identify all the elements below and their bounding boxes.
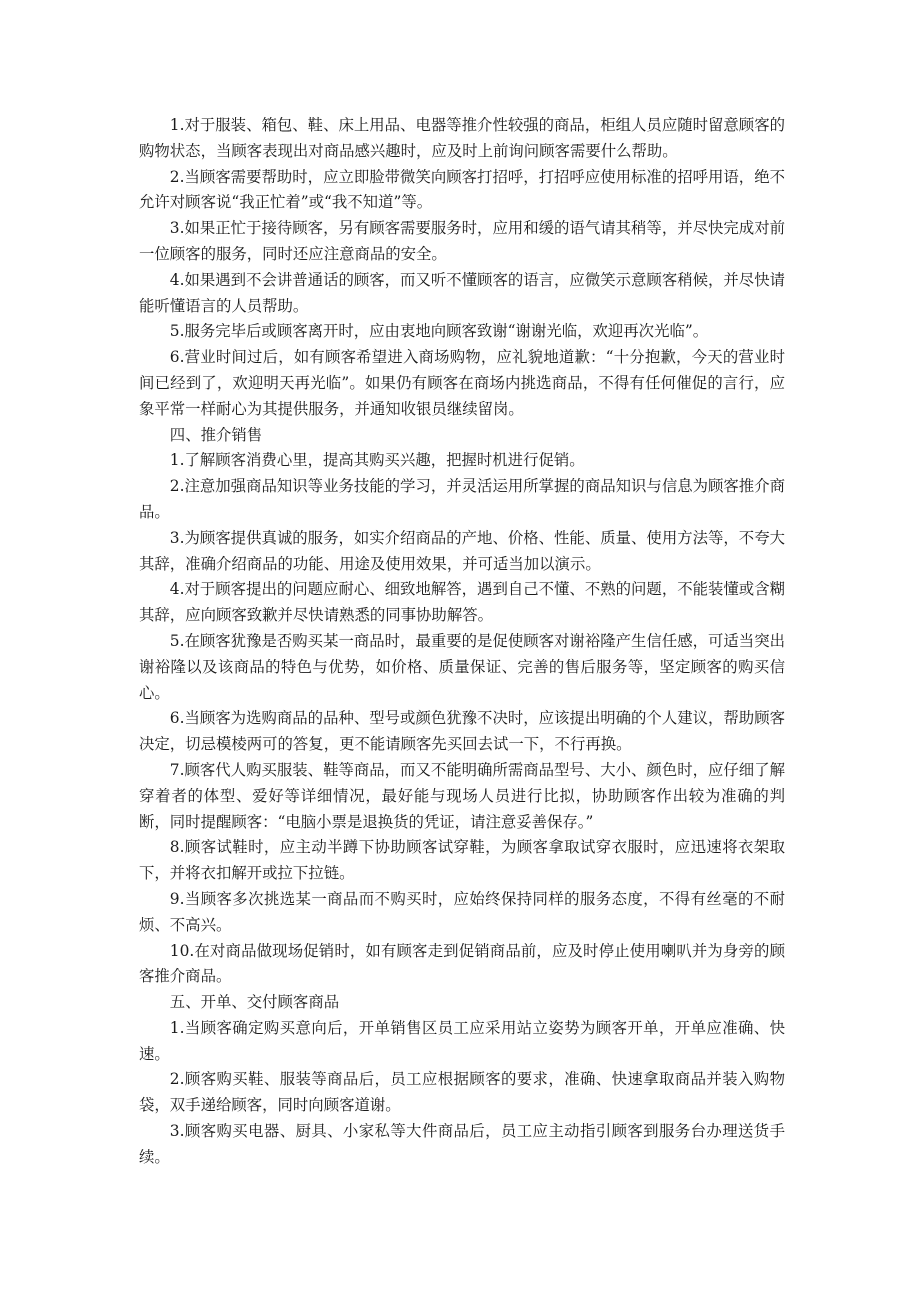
paragraph-s4-1: 1.了解顾客消费心里，提高其购买兴趣，把握时机进行促销。 [169,451,585,470]
paragraph-s5-3: 3.顾客购买电器、厨具、小家私等大件商品后，员工应主动指引顾客到服务台办理送货手续。 [139,1122,785,1166]
paragraph-s3-3: 3.如果正忙于接待顾客，另有顾客需要服务时，应用和缓的语气请其稍等，并尽快完成对前一位顾客的服务，同时还应注意商品的安全。 [139,219,785,263]
paragraph-s3-4: 4.如果遇到不会讲普通话的顾客，而又听不懂顾客的语言，应微笑示意顾客稍候，并尽快请能听懂语言的人员帮助。 [139,270,785,315]
paragraph-s4-9: 9.当顾客多次挑选某一商品而不购买时，应始终保持同样的服务态度，不得有丝毫的不耐烦、不高兴。 [139,889,785,934]
paragraph-s3-5: 5.服务完毕后或顾客离开时，应由衷地向顾客致谢“谢谢光临，欢迎再次光临”。 [169,322,709,341]
section-heading-5: 五、开单、交付顾客商品 [169,993,340,1012]
paragraph-s4-7: 7.顾客代人购买服装、鞋等商品，而又不能明确所需商品型号、大小、颜色时，应仔细了解穿着者的体型、爱好等详细情况，最好能与现场人员进行比拟，协助顾客作出较为准确的判断，同时提醒顾客：“电脑小票是退换货的凭证，请注意妥善保存。” [139,760,785,831]
paragraph-s5-1: 1.当顾客确定购买意向后，开单销售区员工应采用站立姿势为顾客开单，开单应准确、快速。 [139,1018,785,1063]
paragraph-s4-6: 6.当顾客为选购商品的品种、型号或颜色犹豫不决时，应该提出明确的个人建议，帮助顾客决定，切忌模棱两可的答复，更不能请顾客先买回去试一下，不行再换。 [139,709,785,754]
paragraph-s3-6: 6.营业时间过后，如有顾客希望进入商场购物，应礼貌地道歉：“十分抱歉，今天的营业时间已经到了，欢迎明天再光临”。如果仍有顾客在商场内挑选商品，不得有任何催促的言行，应象平常一样耐心为其提供服务，并通知收银员继续留岗。 [139,348,785,418]
paragraph-s4-3: 3.为顾客提供真诚的服务，如实介绍商品的产地、价格、性能、质量、使用方法等，不夸大其辞，准确介绍商品的功能、用途及使用效果，并可适当加以演示。 [139,528,785,573]
paragraph-s3-2: 2.当顾客需要帮助时，应立即脸带微笑向顾客打招呼，打招呼应使用标准的招呼用语，绝不允许对顾客说“我正忙着”或“我不知道”等。 [139,167,785,212]
paragraph-s4-4: 4.对于顾客提出的问题应耐心、细致地解答，遇到自己不懂、不熟的问题，不能装懂或含糊其辞，应向顾客致歉并尽快请熟悉的同事协助解答。 [139,580,785,625]
paragraph-s3-1: 1.对于服装、箱包、鞋、床上用品、电器等推介性较强的商品，柜组人员应随时留意顾客的购物状态，当顾客表现出对商品感兴趣时，应及时上前询问顾客需要什么帮助。 [139,116,785,160]
section-heading-4: 四、推介销售 [169,425,263,444]
paragraph-s5-2: 2.顾客购买鞋、服装等商品后，员工应根据顾客的要求，准确、快速拿取商品并装入购物袋，双手递给顾客，同时向顾客道谢。 [139,1070,785,1115]
document-page [139,113,785,1171]
paragraph-s4-5: 5.在顾客犹豫是否购买某一商品时，最重要的是促使顾客对谢裕隆产生信任感，可适当突出谢裕隆以及该商品的特色与优势，如价格、质量保证、完善的售后服务等，坚定顾客的购买信心。 [139,631,785,702]
paragraph-s4-2: 2.注意加强商品知识等业务技能的学习，并灵活运用所掌握的商品知识与信息为顾客推介商品。 [139,477,785,521]
paragraph-s4-8: 8.顾客试鞋时，应主动半蹲下协助顾客试穿鞋，为顾客拿取试穿衣服时，应迅速将衣架取下，并将衣扣解开或拉下拉链。 [139,838,785,883]
paragraph-s4-10: 10.在对商品做现场促销时，如有顾客走到促销商品前，应及时停止使用喇叭并为身旁的顾客推介商品。 [139,941,785,986]
